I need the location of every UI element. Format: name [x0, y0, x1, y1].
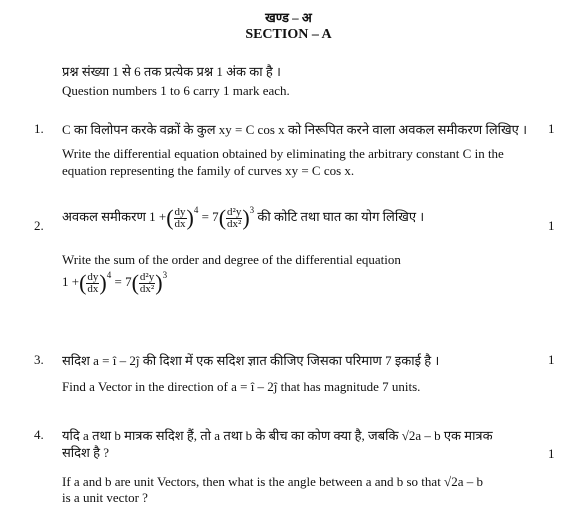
question-number: 2. [34, 218, 44, 233]
differential-equation-display: 1 +( $\frac{dy}{dx}$ )$^4$ = 7( $\frac{\text{d²y}}{\text{dx²}}$ )$^3$ [62, 270, 168, 295]
instruction-english: Question numbers 1 to 6 carry 1 mark each. [62, 83, 290, 98]
question-mark: 1 [548, 121, 555, 136]
section-title-hindi: खण्ड – अ [265, 10, 312, 25]
question-2-hindi-post: की कोटि तथा घात का योग लिखिए । [257, 208, 425, 224]
question-3-hindi: सदिश a = î – 2ĵ की दिशा में एक सदिश ज्ञात कीजिए जिसका परिमाण 7 इकाई है । [62, 353, 440, 368]
section-title-english: SECTION – A [245, 27, 332, 42]
d2y-dx2-fraction: $\frac{\text{d²y}}{\text{dx²}}$ [227, 205, 242, 230]
question-1-english: Write the differential equation obtained by eliminating the arbitrary constant C in the equation representing the family of curves xy = C cos x. [62, 146, 504, 178]
question-2-hindi [62, 205, 532, 231]
exponent-3: 3 [249, 205, 255, 215]
question-number: 1. [34, 121, 44, 136]
instruction-hindi: प्रश्न संख्या 1 से 6 तक प्रत्येक प्रश्न 1 अंक का है । [62, 64, 281, 79]
question-4-english-line-2: is a unit vector ? [62, 490, 148, 505]
differential-equation-inline: 1 +( $\frac{dy}{dx}$ )$^4$ = 7( $\frac{\text{d²y}}{\text{dx²}}$ )$^3$ [149, 205, 255, 230]
question-1-hindi: C का विलोपन करके वक्रों के कुल xy = C cos x को निरूपित करने वाला अवकल समीकरण लिखिए । [62, 122, 527, 137]
question-4-english-line-1: If a and b are unit Vectors, then what is the angle between a and b so that √2a – b [62, 474, 483, 489]
vector-a-expression: a = î – 2ĵ [93, 353, 140, 368]
question-3-english: Find a Vector in the direction of a = î – 2ĵ that has magnitude 7 units. [62, 379, 421, 394]
vector-a-expression: a = î – 2ĵ [231, 379, 278, 394]
dy-dx-fraction: $\frac{dy}{dx}$ [174, 205, 186, 230]
question-mark: 1 [548, 218, 555, 233]
question-number: 3. [34, 352, 44, 367]
question-mark: 1 [548, 352, 555, 367]
question-mark: 1 [548, 446, 555, 461]
question-2-hindi-pre: अवकल समीकरण [62, 208, 146, 224]
eq-one: 1 + [149, 208, 167, 224]
question-4-hindi-line-1: यदि a तथा b मात्रक सदिश हैं, तो a तथा b के बीच का कोण क्या है, जबकि √2a – b एक मात्रक [62, 428, 493, 443]
question-4-hindi-line-2: सदिश है ? [62, 445, 110, 460]
question-2-english: Write the sum of the order and degree of the differential equation [62, 252, 401, 267]
question-number: 4. [34, 427, 44, 442]
eq-equals-7: = 7 [201, 208, 219, 224]
exponent-4: 4 [193, 205, 199, 215]
